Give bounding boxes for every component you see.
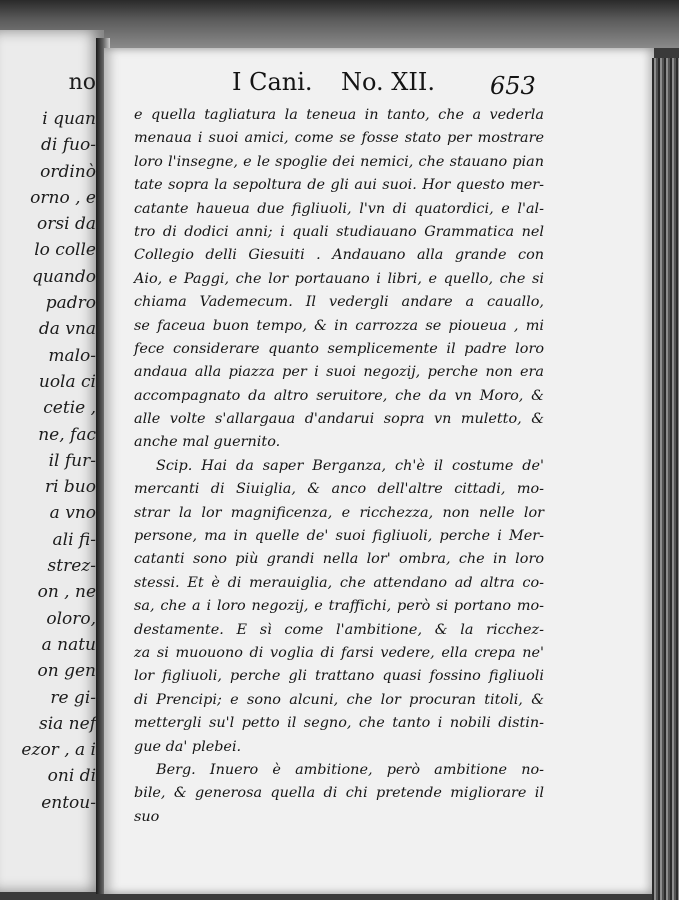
left-page-text	[0, 70, 96, 816]
text-line: chiama Vademecum. Il vedergli andare a cauallo,	[134, 294, 544, 311]
left-page-line: a vno	[49, 503, 96, 524]
left-page-line: il fur-	[48, 450, 96, 471]
text-line: di Prencipi; e sono alcuni, che lor procuran titoli, &	[134, 691, 544, 708]
left-page-line: ordinò	[40, 161, 96, 182]
left-page	[0, 30, 104, 892]
text-line: lor figliuoli, perche gli trattano quasi fossino figliuoli	[134, 668, 544, 685]
text-line: persone, ma in quelle de' suoi figliuoli, perche i Mer-	[134, 528, 544, 545]
left-page-line: no	[68, 70, 96, 95]
left-page-line: orno , e	[30, 187, 96, 208]
left-page-line: padro	[45, 293, 96, 314]
left-page-line: ri buo	[44, 477, 96, 498]
text-line: gue da' plebei.	[134, 738, 242, 755]
text-line: stessi. Et è di merauiglia, che attendano ad altra co-	[134, 574, 544, 591]
left-page-line: i quan	[42, 109, 96, 129]
left-page-line: da vna	[38, 319, 96, 340]
text-line: se faceua buon tempo, & in carrozza se pioueua , mi	[134, 317, 544, 334]
text-line: fece considerare quanto semplicemente il padre loro	[134, 340, 544, 357]
text-line: suo	[134, 808, 160, 825]
text-line: Berg. Inuero è ambitione, però ambitione no-	[156, 761, 544, 778]
page-number: 653	[490, 72, 536, 100]
text-line: tate sopra la sepoltura de gli aui suoi. Hor questo mer-	[134, 177, 544, 194]
text-line: catante haueua due figliuoli, l'vn di quatordici, e l'al-	[134, 200, 544, 217]
left-page-line: oni di	[47, 766, 96, 787]
left-page-line: ne, fac	[38, 424, 96, 445]
text-line: catanti sono più grandi nella lor' ombra, che in loro	[134, 551, 544, 568]
text-line: mercanti di Siuiglia, & anco dell'altre cittadi, mo-	[134, 481, 544, 498]
left-page-line: di fuo-	[41, 135, 96, 156]
left-page-line: quando	[31, 266, 96, 287]
left-page-line: cetie ,	[43, 398, 96, 419]
text-line: Collegio delli Giesuiti . Andauano alla grande con	[134, 247, 544, 264]
text-line: e quella tagliatura la teneua in tanto, che a vederla	[134, 107, 544, 123]
left-page-line: ali fi-	[52, 529, 96, 550]
left-page-line: malo-	[48, 345, 96, 366]
text-line: mettergli su'l petto il segno, che tanto i nobili distin-	[134, 715, 544, 732]
text-line: za si muouono di voglia di farsi vedere, ella crepa ne'	[134, 644, 544, 661]
left-page-line: on , ne	[37, 582, 96, 603]
body-text	[134, 104, 544, 829]
text-line: Aio, e Paggi, che lor portauano i libri, e quello, che si	[134, 270, 544, 287]
text-line: alle volte s'allargaua d'andarui sopra vn muletto, &	[134, 411, 544, 428]
text-line: bile, & generosa quella di chi pretende migliorare il	[134, 785, 544, 802]
left-page-line: on gen	[37, 661, 96, 682]
text-line: anche mal guernito.	[134, 434, 281, 451]
left-page-line: sia nef	[38, 713, 96, 734]
left-page-line: a natu	[41, 634, 96, 655]
text-line: destamente. E sì come l'ambitione, & la ricchez-	[134, 621, 544, 638]
text-line: strar la lor magnificenza, e ricchezza, non nelle lor	[134, 504, 544, 521]
left-page-line: re gi-	[50, 687, 96, 708]
text-line: tro di dodici anni; i quali studiauano Grammatica nel	[134, 223, 544, 240]
left-page-line: oloro,	[46, 608, 96, 629]
text-line: Scip. Hai da saper Berganza, ch'è il costume de'	[156, 457, 544, 474]
text-line: menaua i suoi amici, come se fosse stato per mostrare	[134, 130, 544, 147]
left-page-line: strez-	[47, 556, 96, 577]
text-line: sa, che a i loro negozij, e traffichi, però si portano mo-	[134, 598, 544, 615]
text-line: accompagnato da altro seruitore, che da vn Moro, &	[134, 387, 544, 404]
text-line: loro l'insegne, e le spoglie dei nemici, che stauano pian	[134, 153, 544, 170]
running-title: I Cani.	[232, 68, 313, 96]
left-page-line: orsi da	[37, 214, 96, 235]
left-page-line: ezor , a i	[21, 740, 96, 761]
left-page-line: entou-	[41, 792, 96, 813]
page-edges	[652, 58, 679, 900]
text-line: andaua alla piazza per i suoi negozij, perche non era	[134, 364, 544, 381]
chapter-number: No. XII.	[341, 68, 435, 96]
left-page-line: lo colle	[34, 240, 96, 261]
left-page-line: uola ci	[38, 371, 96, 392]
running-header	[232, 68, 562, 104]
